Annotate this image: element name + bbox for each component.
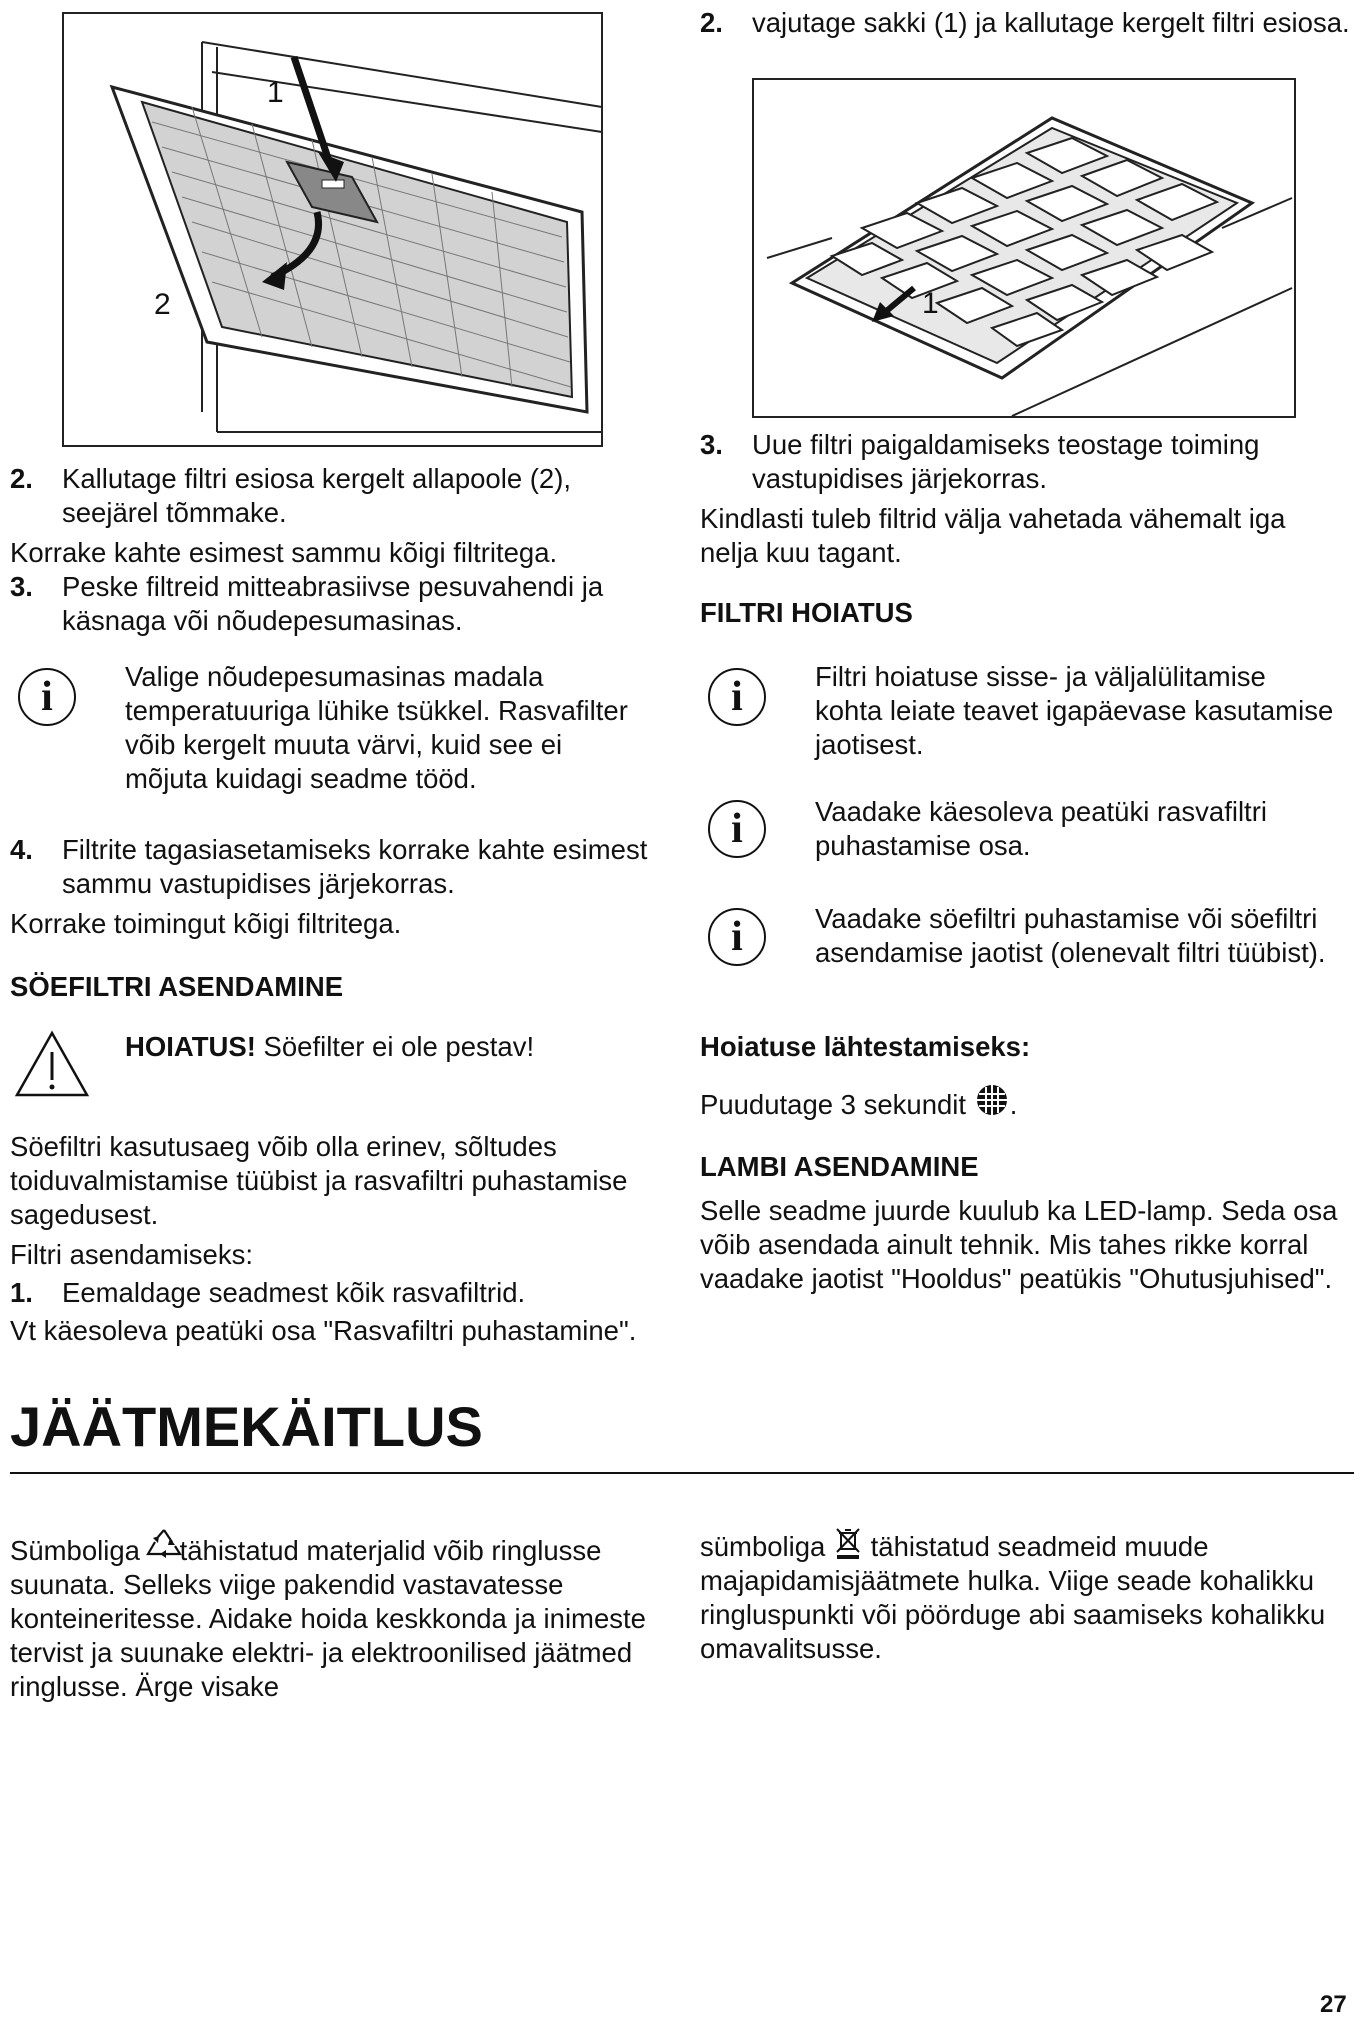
step-text: Filtrite tagasiasetamiseks korrake kahte esimest sammu vastupidises järjekorras. — [62, 834, 648, 899]
step-3-left — [10, 570, 650, 638]
lamp-text: Selle seadme juurde kuulub ka LED-lamp. Seda osa võib asendada ainult tehnik. Mis tahes rikke korral vaadake jaotist "Hooldus" peatükis "Ohutusjuhised". — [700, 1195, 1338, 1294]
figure-label-1: 1 — [267, 76, 284, 109]
reset-end: . — [1009, 1089, 1018, 1120]
step-number: 3. — [700, 429, 723, 460]
grid-button-icon — [974, 1082, 1010, 1118]
step-number: 1. — [10, 1277, 33, 1308]
info-toggle-text: Filtri hoiatuse sisse- ja väljalülitamise kohta leiate teavet igapäevase kasutamise jaotisest. — [815, 661, 1334, 760]
lifetime-text: Söefiltri kasutusaeg võib olla erinev, sõltudes toiduvalmistamise tüübist ja rasvafiltri puhastamise sagedusest. — [10, 1131, 628, 1230]
figure-label-tab: 1 — [922, 287, 939, 320]
figure-label-2: 2 — [154, 288, 171, 321]
step-4-left — [10, 833, 650, 901]
reset-instruction — [700, 1082, 1350, 1122]
disposal-right-prefix: sümboliga — [700, 1531, 826, 1562]
right-step-2 — [700, 6, 1350, 40]
reset-text: Puudutage 3 sekundit — [700, 1089, 967, 1120]
info-icon: i — [708, 800, 766, 858]
replace-interval-text: Kindlasti tuleb filtrid välja vahetada vähemalt iga nelja kuu tagant. — [700, 503, 1286, 568]
right-column-text — [700, 428, 1350, 570]
left-column-continued — [10, 833, 650, 941]
warning-triangle-icon — [14, 1030, 90, 1098]
disposal-left-text — [10, 1526, 670, 1704]
section-divider — [10, 1472, 1354, 1474]
step-number: 4. — [10, 834, 33, 865]
warning-label: HOIATUS! — [125, 1031, 256, 1062]
info-icon: i — [708, 668, 766, 726]
see-section-text: Vt käesoleva peatüki osa "Rasvafiltri puhastamine". — [10, 1315, 637, 1346]
heading-charcoal-filter: SÖEFILTRI ASENDAMINE — [10, 971, 344, 1002]
step-2-right — [700, 6, 1350, 40]
disposal-heading: JÄÄTMEKÄITLUS — [10, 1395, 483, 1458]
step-number: 2. — [10, 463, 33, 494]
warning-message: Söefilter ei ole pestav! — [255, 1031, 535, 1062]
info-dishwasher-text: Valige nõudepesumasinas madala temperatuuriga lühike tsükkel. Rasvafilter võib kergelt muuta värvi, kuid see ei mõjuta kuidagi seadme tööd. — [125, 661, 628, 794]
left-column — [10, 462, 650, 638]
info-icon: i — [708, 908, 766, 966]
heading-lamp-replacement: LAMBI ASENDAMINE — [700, 1151, 979, 1182]
heading-filter-warning: FILTRI HOIATUS — [700, 597, 913, 628]
reset-heading: Hoiatuse lähtestamiseks: — [700, 1031, 1031, 1062]
step-3-right — [700, 428, 1350, 496]
grease-filter-figure — [62, 12, 603, 447]
page-number: 27 — [1320, 1991, 1347, 2018]
step-text: Kallutage filtri esiosa kergelt allapoole (2), seejärel tõmmake. — [62, 463, 572, 528]
step-text: Eemaldage seadmest kõik rasvafiltrid. — [62, 1277, 526, 1308]
repeat-two-steps-text: Korrake kahte esimest sammu kõigi filtritega. — [10, 537, 558, 568]
recycle-icon — [144, 1526, 184, 1562]
info-charcoal-text: Vaadake söefiltri puhastamise või söefiltri asendamise jaotist (olenevalt filtri tüübist). — [815, 903, 1326, 968]
charcoal-filter-figure — [752, 78, 1296, 418]
step-2-left — [10, 462, 650, 530]
info-grease-text: Vaadake käesoleva peatüki rasvafiltri puhastamise osa. — [815, 796, 1267, 861]
crossed-out-bin-icon — [833, 1526, 863, 1560]
repeat-all-text: Korrake toimingut kõigi filtritega. — [10, 908, 402, 939]
step-text: vajutage sakki (1) ja kallutage kergelt filtri esiosa. — [752, 7, 1350, 38]
step-1-left — [10, 1276, 650, 1310]
warning-text — [125, 1030, 645, 1064]
disposal-left-body: tähistatud materjalid võib ringlusse suunata. Selleks viige pakendid vastavatesse konteineritesse. Aidake hoida keskkonda ja inimeste tervist ja suunake elektri- ja elektroonilised jäätmed ringlusse. Ärge visake — [10, 1535, 646, 1702]
step-text: Uue filtri paigaldamiseks teostage toiming vastupidises järjekorras. — [752, 429, 1260, 494]
disposal-left-prefix: Sümboliga — [10, 1535, 140, 1566]
step-text: Peske filtreid mitteabrasiivse pesuvahendi ja käsnaga või nõudepesumasinas. — [62, 571, 604, 636]
disposal-right-text — [700, 1526, 1350, 1666]
info-icon: i — [18, 668, 76, 726]
step-number: 3. — [10, 571, 33, 602]
charcoal-replacement-text — [10, 1130, 650, 1348]
step-number: 2. — [700, 7, 723, 38]
replace-intro-text: Filtri asendamiseks: — [10, 1239, 253, 1270]
disposal-right-body: tähistatud seadmeid muude majapidamisjäätmete hulka. Viige seade kohalikku ringluspunkti või pöörduge abi saamiseks kohalikku omavalitsusse. — [700, 1531, 1326, 1664]
